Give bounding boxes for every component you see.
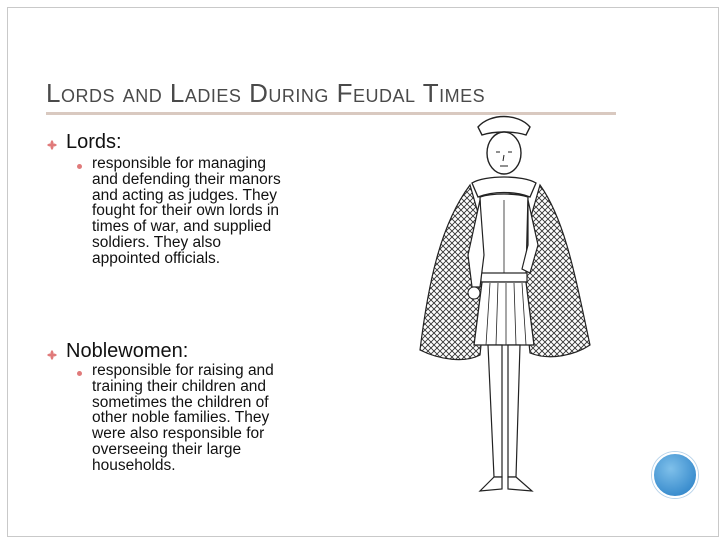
section-heading-lords: Lords: bbox=[66, 131, 122, 153]
sub-bullet-dot bbox=[77, 164, 82, 169]
slide-title: Lords and Ladies During Feudal Times bbox=[46, 78, 486, 108]
section-heading-noblewomen: Noblewomen: bbox=[66, 340, 189, 362]
fleuron-bullet-icon bbox=[46, 349, 58, 361]
fleuron-bullet-icon bbox=[46, 139, 58, 151]
medieval-lord-illustration bbox=[410, 105, 600, 510]
details-text: responsible for raising and training their children and sometimes the children of other noble families. They were also responsible for overseeing their large households. bbox=[92, 362, 274, 474]
section-details-lords bbox=[92, 156, 352, 267]
details-text: responsible for managing and defending their manors and acting as judges. They fought for their own lords in times of war, and supplied soldiers. They also appointed officials. bbox=[92, 155, 281, 267]
corner-circle-decoration bbox=[652, 452, 698, 498]
section-details-noblewomen bbox=[92, 363, 352, 474]
sub-bullet-dot bbox=[77, 371, 82, 376]
